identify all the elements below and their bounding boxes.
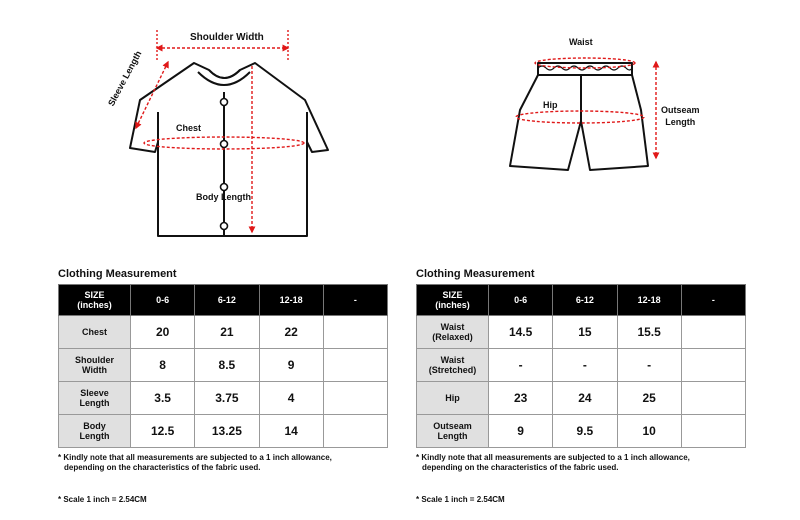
table-row xyxy=(417,415,746,448)
sleeve-length-label: Sleeve Length xyxy=(106,49,144,108)
table-cell: 8 xyxy=(131,349,195,382)
table-cell: 20 xyxy=(131,316,195,349)
row-label: Body Length xyxy=(59,415,131,448)
table-cell: 8.5 xyxy=(195,349,259,382)
table-cell: 14.5 xyxy=(489,316,553,349)
note-line-2: depending on the characteristics of the fabric used. xyxy=(422,463,619,472)
allowance-note xyxy=(416,453,746,473)
table-cell: - xyxy=(489,349,553,382)
table-row xyxy=(417,316,746,349)
header-col: - xyxy=(681,285,745,316)
table-header-row xyxy=(417,285,746,316)
hip-label: Hip xyxy=(543,100,558,110)
header-col: 0-6 xyxy=(489,285,553,316)
section-title: Clothing Measurement xyxy=(416,268,535,280)
section-title: Clothing Measurement xyxy=(58,268,177,280)
outseam-length-label xyxy=(661,104,700,128)
table-row xyxy=(417,382,746,415)
shirt-measurement-table xyxy=(58,284,388,448)
table-cell: 22 xyxy=(259,316,323,349)
outseam-line-1: Outseam xyxy=(661,105,700,115)
table-cell xyxy=(323,316,387,349)
table-cell: 12.5 xyxy=(131,415,195,448)
table-cell: 21 xyxy=(195,316,259,349)
row-label: Sleeve Length xyxy=(59,382,131,415)
table-row xyxy=(59,415,388,448)
table-cell: 3.5 xyxy=(131,382,195,415)
table-cell xyxy=(323,382,387,415)
scale-note: * Scale 1 inch = 2.54CM xyxy=(58,495,147,504)
table-cell: 9 xyxy=(259,349,323,382)
header-col: 12-18 xyxy=(617,285,681,316)
table-cell: 13.25 xyxy=(195,415,259,448)
header-col: - xyxy=(323,285,387,316)
table-cell: 15.5 xyxy=(617,316,681,349)
outseam-line-2: Length xyxy=(665,117,696,127)
shorts-measurement-table xyxy=(416,284,746,448)
header-col: 6-12 xyxy=(553,285,617,316)
table-cell: 9.5 xyxy=(553,415,617,448)
allowance-note xyxy=(58,453,388,473)
table-cell: 4 xyxy=(259,382,323,415)
table-cell: 9 xyxy=(489,415,553,448)
table-row xyxy=(417,349,746,382)
chest-label: Chest xyxy=(176,123,202,133)
waist-label: Waist xyxy=(569,37,593,47)
row-label: Waist (Relaxed) xyxy=(417,316,489,349)
note-line-1: * Kindly note that all measurements are subjected to a 1 inch allowance, xyxy=(416,453,690,462)
table-cell: - xyxy=(553,349,617,382)
row-label: Shoulder Width xyxy=(59,349,131,382)
table-cell: 15 xyxy=(553,316,617,349)
note-line-2: depending on the characteristics of the fabric used. xyxy=(64,463,261,472)
table-cell: 24 xyxy=(553,382,617,415)
table-cell xyxy=(323,349,387,382)
header-col: 0-6 xyxy=(131,285,195,316)
table-cell xyxy=(681,349,745,382)
table-cell: 14 xyxy=(259,415,323,448)
row-label: Hip xyxy=(417,382,489,415)
table-cell: 10 xyxy=(617,415,681,448)
header-col: 12-18 xyxy=(259,285,323,316)
header-col: 6-12 xyxy=(195,285,259,316)
table-cell xyxy=(681,382,745,415)
table-cell xyxy=(681,316,745,349)
shoulder-width-label: Shoulder Width xyxy=(190,32,264,43)
table-cell: 3.75 xyxy=(195,382,259,415)
table-cell: - xyxy=(617,349,681,382)
header-size: SIZE (inches) xyxy=(59,285,131,316)
table-cell: 23 xyxy=(489,382,553,415)
body-length-label: Body Length xyxy=(196,192,251,202)
row-label: Waist (Stretched) xyxy=(417,349,489,382)
table-row xyxy=(59,382,388,415)
shirt-measurement-section xyxy=(58,268,388,504)
table-cell xyxy=(681,415,745,448)
table-cell: 25 xyxy=(617,382,681,415)
note-line-1: * Kindly note that all measurements are subjected to a 1 inch allowance, xyxy=(58,453,332,462)
row-label: Chest xyxy=(59,316,131,349)
shorts-measurement-section xyxy=(416,268,746,504)
table-row xyxy=(59,316,388,349)
scale-note: * Scale 1 inch = 2.54CM xyxy=(416,495,505,504)
table-row xyxy=(59,349,388,382)
table-cell xyxy=(323,415,387,448)
header-size: SIZE (inches) xyxy=(417,285,489,316)
table-header-row xyxy=(59,285,388,316)
shorts-drawing xyxy=(510,63,648,170)
row-label: Outseam Length xyxy=(417,415,489,448)
